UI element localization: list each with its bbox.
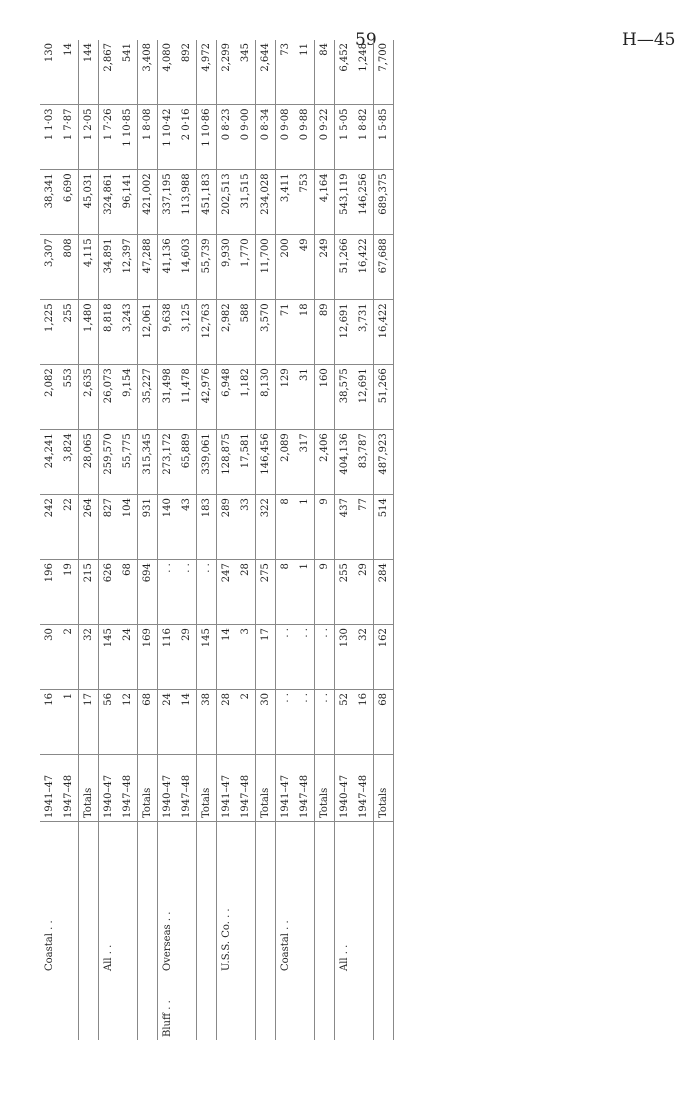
totals-row: [138, 40, 158, 1040]
statistics-table: [40, 40, 394, 1040]
table-cell: 827: [99, 495, 119, 560]
sub-label: [374, 822, 394, 889]
period-label: 1947–48: [59, 755, 79, 822]
table-cell: 16: [40, 690, 59, 755]
table-cell: 14: [217, 625, 237, 690]
table-cell: 12: [118, 690, 138, 755]
table-cell: 14: [59, 40, 79, 105]
port-label: [354, 974, 374, 1040]
table-cell: . .: [315, 690, 335, 755]
table-row: [276, 40, 296, 1040]
table-cell: 931: [138, 495, 158, 560]
table-cell: 32: [79, 625, 99, 690]
trade-label: Coastal . .: [280, 920, 291, 971]
table-cell: 24: [158, 690, 178, 755]
table-cell: 47,288: [138, 235, 158, 300]
table-row: [354, 40, 374, 1040]
table-cell: 12,691: [354, 365, 374, 430]
totals-row: [315, 40, 335, 1040]
period-label: 1947–48: [177, 755, 197, 822]
table-cell: 345: [236, 40, 256, 105]
period-label: Totals: [315, 755, 335, 822]
table-cell: 12,691: [335, 300, 355, 365]
table-cell: 2 0·16: [177, 105, 197, 170]
period-label: 1940–47: [99, 755, 119, 822]
table-cell: 3,125: [177, 300, 197, 365]
table-cell: 215: [79, 560, 99, 625]
port-label: Bluff . .: [162, 1000, 173, 1037]
table-cell: 55,739: [197, 235, 217, 300]
table-cell: 626: [99, 560, 119, 625]
table-cell: 2,089: [276, 430, 296, 495]
sub-label: [99, 822, 119, 889]
period-label: 1947–48: [236, 755, 256, 822]
sub-label: [40, 822, 59, 889]
table-cell: 24: [118, 625, 138, 690]
table-row: [99, 40, 119, 1040]
period-label: 1947–48: [118, 755, 138, 822]
table-cell: 17,581: [236, 430, 256, 495]
table-row: [59, 40, 79, 1040]
table-cell: 17: [79, 690, 99, 755]
trade-label: [315, 888, 335, 974]
table-cell: 104: [118, 495, 138, 560]
port-label: [177, 974, 197, 1040]
table-cell: . .: [158, 560, 178, 625]
table-cell: 0 9·88: [295, 105, 315, 170]
table-cell: 2,635: [79, 365, 99, 430]
table-cell: 324,861: [99, 170, 119, 235]
table-cell: 0 8·23: [217, 105, 237, 170]
table-cell: 2,299: [217, 40, 237, 105]
port-label: [236, 974, 256, 1040]
trade-label: [295, 888, 315, 974]
trade-label: [354, 888, 374, 974]
table-row: [158, 40, 178, 1040]
table-cell: 16,422: [354, 235, 374, 300]
table-cell: 3,731: [354, 300, 374, 365]
trade-label: [374, 888, 394, 974]
table-cell: 1 10·85: [118, 105, 138, 170]
table-row: [40, 40, 59, 1040]
table-cell: . .: [197, 560, 217, 625]
table-cell: 264: [79, 495, 99, 560]
table-cell: 17: [256, 625, 276, 690]
port-label: [99, 974, 119, 1040]
period-label: 1940–47: [335, 755, 355, 822]
sub-label: [59, 822, 79, 889]
table-cell: 83,787: [354, 430, 374, 495]
period-label: Totals: [197, 755, 217, 822]
table-cell: 14: [177, 690, 197, 755]
table-cell: 29: [177, 625, 197, 690]
table-cell: 18: [295, 300, 315, 365]
table-cell: 9: [315, 560, 335, 625]
table-cell: 451,183: [197, 170, 217, 235]
table-cell: 162: [374, 625, 394, 690]
table-cell: 28: [236, 560, 256, 625]
trade-label: All . .: [339, 944, 350, 971]
table-cell: 553: [59, 365, 79, 430]
port-label: [276, 974, 296, 1040]
table-cell: 45,031: [79, 170, 99, 235]
table-cell: 130: [335, 625, 355, 690]
table-cell: 51,266: [374, 365, 394, 430]
sub-label: [138, 822, 158, 889]
trade-label: Coastal . .: [44, 920, 55, 971]
trade-label: All . .: [103, 944, 114, 971]
table-cell: . .: [276, 690, 296, 755]
table-cell: 145: [99, 625, 119, 690]
period-label: 1947–48: [354, 755, 374, 822]
table-cell: 146,456: [256, 430, 276, 495]
table-cell: 35,227: [138, 365, 158, 430]
totals-row: [374, 40, 394, 1040]
table-cell: 67,688: [374, 235, 394, 300]
table-cell: 52: [335, 690, 355, 755]
sub-label: [335, 822, 355, 889]
table-cell: 315,345: [138, 430, 158, 495]
table-cell: 9,638: [158, 300, 178, 365]
period-label: Totals: [256, 755, 276, 822]
table-cell: 2: [59, 625, 79, 690]
table-cell: 1: [59, 690, 79, 755]
table-cell: 202,513: [217, 170, 237, 235]
table-cell: 30: [40, 625, 59, 690]
table-row: [236, 40, 256, 1040]
table-cell: 30: [256, 690, 276, 755]
trade-label: [236, 888, 256, 974]
table-cell: 84: [315, 40, 335, 105]
table-cell: . .: [177, 560, 197, 625]
port-label: [374, 974, 394, 1040]
table-cell: 543,119: [335, 170, 355, 235]
table-cell: 130: [40, 40, 59, 105]
table-cell: 8: [276, 495, 296, 560]
table-cell: 1,248: [354, 40, 374, 105]
table-cell: 19: [59, 560, 79, 625]
table-row: [295, 40, 315, 1040]
table-cell: 51,266: [335, 235, 355, 300]
table-cell: 753: [295, 170, 315, 235]
table-cell: 77: [354, 495, 374, 560]
table-cell: 22: [59, 495, 79, 560]
table-cell: 55,775: [118, 430, 138, 495]
table-cell: 0 9·00: [236, 105, 256, 170]
table-cell: 1 10·86: [197, 105, 217, 170]
sub-label: [354, 822, 374, 889]
table-cell: 0 8·34: [256, 105, 276, 170]
table-cell: 337,195: [158, 170, 178, 235]
sub-label: [217, 822, 237, 889]
table-cell: 31,498: [158, 365, 178, 430]
table-cell: 68: [138, 690, 158, 755]
table-cell: 24,241: [40, 430, 59, 495]
table-cell: 1 7·87: [59, 105, 79, 170]
table-cell: 1 8·82: [354, 105, 374, 170]
table-cell: 28,065: [79, 430, 99, 495]
table-cell: 808: [59, 235, 79, 300]
table-cell: 12,061: [138, 300, 158, 365]
table-cell: 140: [158, 495, 178, 560]
table-cell: 487,923: [374, 430, 394, 495]
table-cell: 14,603: [177, 235, 197, 300]
table-cell: 8,130: [256, 365, 276, 430]
table-cell: 16,422: [374, 300, 394, 365]
document-code: H—45: [622, 30, 676, 50]
table-cell: 3,411: [276, 170, 296, 235]
table-cell: 6,452: [335, 40, 355, 105]
table-cell: . .: [276, 625, 296, 690]
table-cell: . .: [315, 625, 335, 690]
port-label: [79, 974, 99, 1040]
table-cell: 31: [295, 365, 315, 430]
table-cell: 196: [40, 560, 59, 625]
table-cell: 96,141: [118, 170, 138, 235]
table-cell: 4,972: [197, 40, 217, 105]
period-label: Totals: [79, 755, 99, 822]
table-cell: 273,172: [158, 430, 178, 495]
table-cell: 275: [256, 560, 276, 625]
sub-label: [236, 822, 256, 889]
table-cell: 2: [236, 690, 256, 755]
trade-label: [79, 888, 99, 974]
sub-label: [79, 822, 99, 889]
table-cell: 56: [99, 690, 119, 755]
table-cell: 4,164: [315, 170, 335, 235]
table-cell: 113,988: [177, 170, 197, 235]
table-cell: 38: [197, 690, 217, 755]
sub-label: [295, 822, 315, 889]
table-cell: 3,824: [59, 430, 79, 495]
table-cell: 42,976: [197, 365, 217, 430]
table-cell: 2,644: [256, 40, 276, 105]
port-label: [40, 974, 59, 1040]
table-cell: 1 5·85: [374, 105, 394, 170]
port-label: [315, 974, 335, 1040]
table-cell: 49: [295, 235, 315, 300]
table-cell: 3,570: [256, 300, 276, 365]
port-label: [138, 974, 158, 1040]
table-cell: 68: [374, 690, 394, 755]
table-cell: 421,002: [138, 170, 158, 235]
table-cell: 29: [354, 560, 374, 625]
table-cell: 284: [374, 560, 394, 625]
table-cell: 3,408: [138, 40, 158, 105]
table-cell: 128,875: [217, 430, 237, 495]
table-cell: 7,700: [374, 40, 394, 105]
table-cell: 1 1·03: [40, 105, 59, 170]
period-label: 1940–47: [158, 755, 178, 822]
period-label: Totals: [374, 755, 394, 822]
table-cell: 8,818: [99, 300, 119, 365]
port-label: [335, 974, 355, 1040]
table-cell: 249: [315, 235, 335, 300]
table-cell: 31,515: [236, 170, 256, 235]
table-cell: 3: [236, 625, 256, 690]
port-label: [118, 974, 138, 1040]
table-cell: 73: [276, 40, 296, 105]
table-cell: 11,478: [177, 365, 197, 430]
table-cell: 11,700: [256, 235, 276, 300]
sub-label: [197, 822, 217, 889]
table-cell: 0 9·08: [276, 105, 296, 170]
table-cell: 289: [217, 495, 237, 560]
table-cell: 234,028: [256, 170, 276, 235]
table-cell: 26,073: [99, 365, 119, 430]
sub-label: [256, 822, 276, 889]
table-cell: 1,480: [79, 300, 99, 365]
table-cell: 145: [197, 625, 217, 690]
trade-label: [118, 888, 138, 974]
table-cell: 1 7·26: [99, 105, 119, 170]
sub-label: [118, 822, 138, 889]
table-cell: 3,243: [118, 300, 138, 365]
totals-row: [79, 40, 99, 1040]
trade-label: [59, 888, 79, 974]
port-label: [59, 974, 79, 1040]
table-cell: 144: [79, 40, 99, 105]
table-cell: 1: [295, 495, 315, 560]
table-cell: . .: [295, 625, 315, 690]
table-cell: 6,948: [217, 365, 237, 430]
period-label: 1941–47: [276, 755, 296, 822]
table-row: [177, 40, 197, 1040]
table-cell: 689,375: [374, 170, 394, 235]
port-label: [197, 974, 217, 1040]
trade-label: [138, 888, 158, 974]
table-cell: 11: [295, 40, 315, 105]
table-cell: 1,225: [40, 300, 59, 365]
table-cell: 1 5·05: [335, 105, 355, 170]
table-cell: 514: [374, 495, 394, 560]
table-cell: 255: [335, 560, 355, 625]
table-cell: 32: [354, 625, 374, 690]
table-cell: 9,930: [217, 235, 237, 300]
table-cell: 892: [177, 40, 197, 105]
page-number: 59: [355, 30, 377, 50]
sub-label: [315, 822, 335, 889]
table-cell: 9,154: [118, 365, 138, 430]
totals-row: [197, 40, 217, 1040]
table-cell: 89: [315, 300, 335, 365]
table-cell: 28: [217, 690, 237, 755]
table-cell: 242: [40, 495, 59, 560]
port-label: [295, 974, 315, 1040]
table-cell: 694: [138, 560, 158, 625]
table-cell: 4,080: [158, 40, 178, 105]
table-cell: 169: [138, 625, 158, 690]
table-row: [118, 40, 138, 1040]
table-cell: 3,307: [40, 235, 59, 300]
table-cell: 183: [197, 495, 217, 560]
sub-label: [158, 822, 178, 889]
table-cell: 38,575: [335, 365, 355, 430]
table-cell: 2,082: [40, 365, 59, 430]
trade-label: [197, 888, 217, 974]
table-cell: 339,061: [197, 430, 217, 495]
table-cell: 1 8·08: [138, 105, 158, 170]
table-cell: 0 9·22: [315, 105, 335, 170]
table-cell: 34,891: [99, 235, 119, 300]
table-cell: 2,867: [99, 40, 119, 105]
table-cell: 437: [335, 495, 355, 560]
table-row: [217, 40, 237, 1040]
table-cell: 404,136: [335, 430, 355, 495]
period-label: 1941–47: [40, 755, 59, 822]
period-label: 1947–48: [295, 755, 315, 822]
table-cell: 2,982: [217, 300, 237, 365]
table-cell: 146,256: [354, 170, 374, 235]
port-label: [217, 974, 237, 1040]
table-cell: . .: [295, 690, 315, 755]
table-cell: 259,570: [99, 430, 119, 495]
table-cell: 247: [217, 560, 237, 625]
table-cell: 1 10·42: [158, 105, 178, 170]
table-cell: 33: [236, 495, 256, 560]
sub-label: [177, 822, 197, 889]
table-cell: 6,690: [59, 170, 79, 235]
table-cell: 1 2·05: [79, 105, 99, 170]
table-cell: 68: [118, 560, 138, 625]
table-cell: 41,136: [158, 235, 178, 300]
table-cell: 541: [118, 40, 138, 105]
trade-label: [256, 888, 276, 974]
table-cell: 129: [276, 365, 296, 430]
table-cell: 38,341: [40, 170, 59, 235]
table-cell: 9: [315, 495, 335, 560]
table-cell: 317: [295, 430, 315, 495]
table-cell: 322: [256, 495, 276, 560]
table-row: [335, 40, 355, 1040]
table-cell: 160: [315, 365, 335, 430]
table-cell: 12,763: [197, 300, 217, 365]
table-cell: 1,182: [236, 365, 256, 430]
rotated-statistics-table: [40, 40, 460, 1040]
table-cell: 16: [354, 690, 374, 755]
trade-label: [177, 888, 197, 974]
table-cell: 2,406: [315, 430, 335, 495]
table-cell: 71: [276, 300, 296, 365]
table-cell: 4,115: [79, 235, 99, 300]
period-label: Totals: [138, 755, 158, 822]
table-cell: 43: [177, 495, 197, 560]
trade-label: Overseas . .: [162, 911, 173, 971]
table-cell: 200: [276, 235, 296, 300]
port-label: [256, 974, 276, 1040]
period-label: 1941–47: [217, 755, 237, 822]
table-cell: 1,770: [236, 235, 256, 300]
table-cell: 116: [158, 625, 178, 690]
table-cell: 8: [276, 560, 296, 625]
table-cell: 65,889: [177, 430, 197, 495]
table-cell: 255: [59, 300, 79, 365]
table-cell: 1: [295, 560, 315, 625]
table-cell: 12,397: [118, 235, 138, 300]
trade-label: U.S.S. Co. . .: [221, 908, 232, 971]
table-cell: 588: [236, 300, 256, 365]
sub-label: [276, 822, 296, 889]
totals-row: [256, 40, 276, 1040]
